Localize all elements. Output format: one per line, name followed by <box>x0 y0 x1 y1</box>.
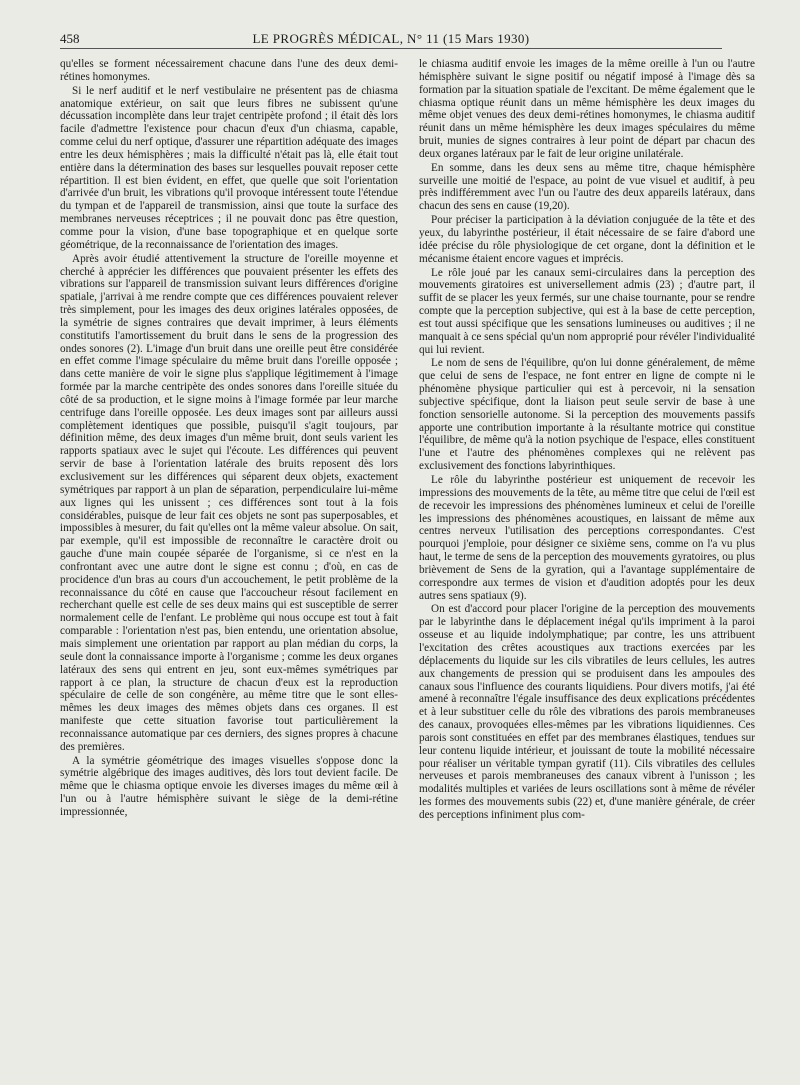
paragraph: A la symétrie géométrique des images visuelles s'oppose donc la symétrie algébrique des images auditives, dès lors tout devient facile. De même que le chiasma optique envoie les diverses images du même œil à l'un ou à l'autre hémisphère suivant le siège de la demi-rétine impressionnée, <box>60 754 398 818</box>
paragraph: Le rôle du labyrinthe postérieur est uniquement de recevoir les impressions des mouvements de la tête, au même titre que celui de l'œil est de recevoir les impressions des phénomènes lumineux et celui de l'oreille les impressions des phénomènes acoustiques, en laissant de même aux centres nerveux l'utilisation des perceptions correspondantes. C'est pourquoi j'emploie, pour désigner ce sixième sens, comme on l'a vu plus haut, le terme de sens de la perception des mouvements gyratoires, ou plus brièvement de Sens de la gyration, qui a l'avantage supplémentaire de correspondre aux termes de vision et d'audition adoptés pour les deux autres sens spatiaux (9). <box>419 474 755 602</box>
paragraph: le chiasma auditif envoie les images de la même oreille à l'un ou l'autre hémisphère suivant le signe positif ou négatif imposé à l'image dès sa formation par la situation spatiale de l'excitant. De même également que le chiasma optique réunit dans un même hémisphère les deux images du même objet venues des deux demi-rétines homonymes, le chiasma auditif réunit dans un même hémisphère les deux images spéculaires du même bruit, munies de signes contraires à leur point de départ par chacun des deux organes latéraux par le fait de leur origine unilatérale. <box>419 58 755 160</box>
right-text-column <box>419 58 755 1068</box>
left-text-column <box>60 58 398 1068</box>
paragraph: Si le nerf auditif et le nerf vestibulaire ne présentent pas de chiasma anatomique extérieur, on sait que leurs fibres ne subissent qu'une décussation incomplète dans leur trajet centripète profond ; il était dès lors facile d'admettre l'existence pour chacun d'eux d'un chiasma, capable, comme celui du nerf optique, d'assurer une répartition adéquate des images entre les deux hémisphères ; mais la difficulté n'était pas là, elle était tout entière dans la détermination des bases sur lesquelles pouvait reposer cette répartition. Il est bien évident, en effet, que quelle que soit l'orientation d'arrivée d'un bruit, les vibrations qu'il provoque intéressent toute l'étendue du tympan et de l'appareil de transmission, ainsi que toute la surface des membranes nerveuses réceptrices ; il ne pouvait donc pas être question, comme pour la vision, d'une base topographique et en quelque sorte géométrique, de la reconnaissance de l'orientation des images. <box>60 84 398 251</box>
running-title: LE PROGRÈS MÉDICAL, N° 11 (15 Mars 1930) <box>252 31 530 46</box>
paragraph: Le rôle joué par les canaux semi-circulaires dans la perception des mouvements giratoires est universellement admis (23) ; d'autre part, il suffit de se placer les yeux fermés, sur une chaise tournante, pour se rendre compte que la perception subjective, qui est à la base de cette perception, est tout aussi spécifique que les sensations lumineuses ou auditives ; il ne manquait à ce sens spécial qu'un nom approprié pour révéler l'individualité qui lui revient. <box>419 266 755 356</box>
paragraph: On est d'accord pour placer l'origine de la perception des mouvements par le labyrinthe dans le déplacement inégal qu'ils impriment à la paroi osseuse et au liquide indolymphatique; par contre, les uns attribuent l'excitation des crêtes acoustiques aux tractions exercées par les déplacements du liquide sur les cils vibratiles de leurs cellules, les autres aux changements de pression qui se produisent dans les ampoules des canaux sous l'influence des courants liquidiens. Pour divers motifs, j'ai été amené à reconnaître l'égale insuffisance des deux explications précédentes et à leur substituer celle du rôle des vibrations des parois membraneuses des canaux, provoquées elles-mêmes par les vibrations liquidiennes. Ces parois sont constituées en effet par des membranes élastiques, tendues sur leur contenu liquide intérieur, et jouissant de toute la mobilité nécessaire pour réaliser un véritable tympan gyratif (11). Cils vibratiles des cellules nerveuses et parois membraneuses des canaux vibrent à l'unisson ; les modalités multiples et variées de leurs oscillations sont à même de révéler les formes des mouvements subis (22) et, d'une manière générale, de créer des perceptions infiniment plus com- <box>419 603 755 821</box>
paragraph: Pour préciser la participation à la déviation conjuguée de la tête et des yeux, du labyrinthe postérieur, il était nécessaire de se faire d'abord une idée précise du rôle physiologique de cet organe, dont la définition et le mécanisme étaient encore vagues et imprécis. <box>419 214 755 265</box>
paragraph: Le nom de sens de l'équilibre, qu'on lui donne généralement, de même que celui de sens de l'espace, ne font entrer en ligne de compte ni le phénomène physique particulier qui est à percevoir, ni la sensation subjective spécifique, dont la liaison peut seule servir de base à une fonction sensorielle autonome. Si la perception des mouvements passifs apporte une contribution importante à la résultante motrice qui constitue l'équilibre, de même qu'à la notion psychique de l'espace, elles constituent l'une et l'autre des phénomènes complexes qui ne relèvent pas exclusivement des fonctions labyrinthiques. <box>419 357 755 473</box>
paragraph: En somme, dans les deux sens au même titre, chaque hémisphère surveille une moitié de l'espace, au point de vue visuel et auditif, à peu près indifféremment avec l'un ou l'autre des deux appareils latéraux, dans chacun des sens en cause (19,20). <box>419 161 755 213</box>
paragraph: Après avoir étudié attentivement la structure de l'oreille moyenne et cherché à apprécier les différences que pouvaient présenter les effets des vibrations sur l'appareil de transmission suivant leurs différences d'origine spatiale, j'arrivai à me rendre compte que ces différences pouvaient relever très simplement, pour les images des deux origines latérales opposées, de la symétrie de signes contraires que devait imprimer, à leurs éléments constitutifs l'amortissement du bruit dans le sens de la progression des ondes sonores (2). L'image d'un bruit dans une oreille peut être considérée en effet comme l'image spéculaire du même bruit dans l'oreille opposée ; dans cette manière de voir le signe plus s'applique légitimement à l'image formée par la marche centripète des ondes sonores dans l'oreille située du côté de sa production, et le signe moins à l'image formée par leur marche centrifuge dans l'oreille opposée. Les deux images sont par ailleurs aussi complètement identiques que possible, puisqu'il s'agit toujours, par définition même, des deux images d'un même bruit, dont seuls varient les rapports spatiaux avec le sujet qui l'écoute. Les différences qui peuvent servir de base à l'orientation latérale des bruits reposent dès lors exclusivement sur les différences qui séparent deux objets, exactement symétriques par rapport à un plan de séparation, perpendiculaire lui-même aux lignes qui les unissent ; ces différences sont tout à la fois considérables, puisque de leur fait ces objets ne sont pas superposables, et impossibles à mesurer, du fait qu'elles ont la même valeur absolue. On sait, par exemple, qu'il est impossible de reconnaître le caractère droit ou gauche d'une main coupée séparée de l'organisme, si ce n'est en la confrontant avec une autre dont le signe est connu ; d'où, en cas de procidence d'un bras au cours d'un accouchement, le petit problème de la reconnaissance du côté en cause que l'accoucheur résout facilement en recherchant quelle est celle de ses deux mains qui est susceptible de serrer normalement celle de l'enfant. Le problème qui nous occupe est tout à fait comparable : l'orientation n'est pas, bien entendu, une orientation absolue, mais simplement une orientation par rapport au plan médian du corps, la seule dont la connaissance importe à l'organisme ; comme les deux organes latéraux des sens qui entrent en jeu, sont eux-mêmes symétriques par rapport à ce plan, la structure de chacun d'eux est la reproduction spéculaire de celle de son congénère, au même titre que le sont elles-mêmes les deux images des mêmes objets dans ces organes. Il est manifeste que cette situation favorise tout particulièrement la reconnaissance automatique par ces derniers, des signes propres à chacune des premières. <box>60 252 398 753</box>
running-header <box>60 30 722 49</box>
paragraph: qu'elles se forment nécessairement chacune dans l'une des deux demi-rétines homonymes. <box>60 58 398 83</box>
page-number: 458 <box>60 31 80 46</box>
